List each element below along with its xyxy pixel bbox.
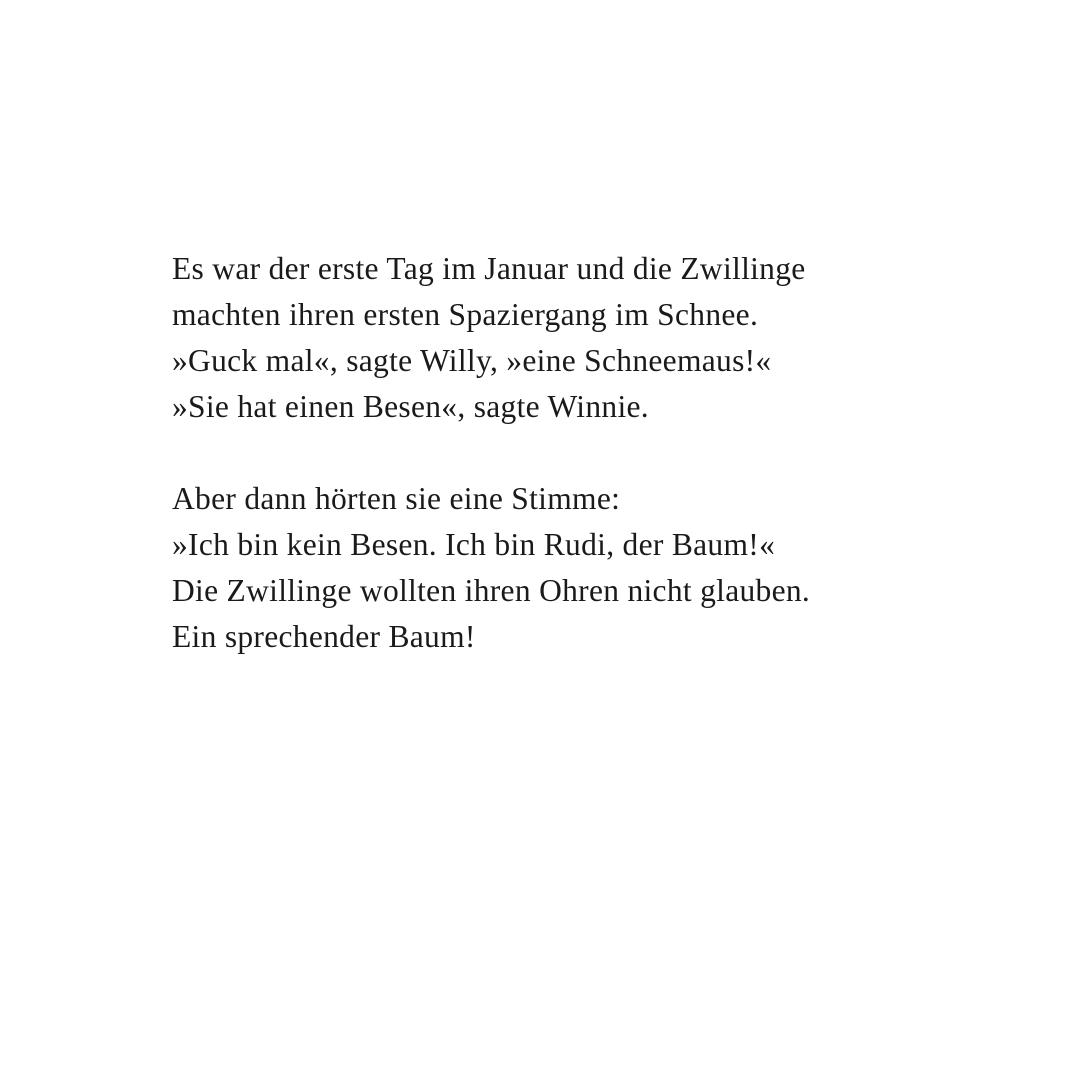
paragraph-2 <box>172 476 1032 660</box>
text-line: Ein sprechender Baum! <box>172 619 476 654</box>
story-text <box>172 246 1032 660</box>
text-line: Aber dann hörten sie eine Stimme: <box>172 481 621 516</box>
text-line: Es war der erste Tag im Januar und die Zwillinge <box>172 251 806 286</box>
text-line: »Ich bin kein Besen. Ich bin Rudi, der Baum!« <box>172 527 776 562</box>
text-line: machten ihren ersten Spaziergang im Schnee. <box>172 297 759 332</box>
paragraph-1 <box>172 246 1032 430</box>
text-line: Die Zwillinge wollten ihren Ohren nicht glauben. <box>172 573 811 608</box>
text-line: »Guck mal«, sagte Willy, »eine Schneemaus!« <box>172 343 772 378</box>
text-line: »Sie hat einen Besen«, sagte Winnie. <box>172 389 649 424</box>
